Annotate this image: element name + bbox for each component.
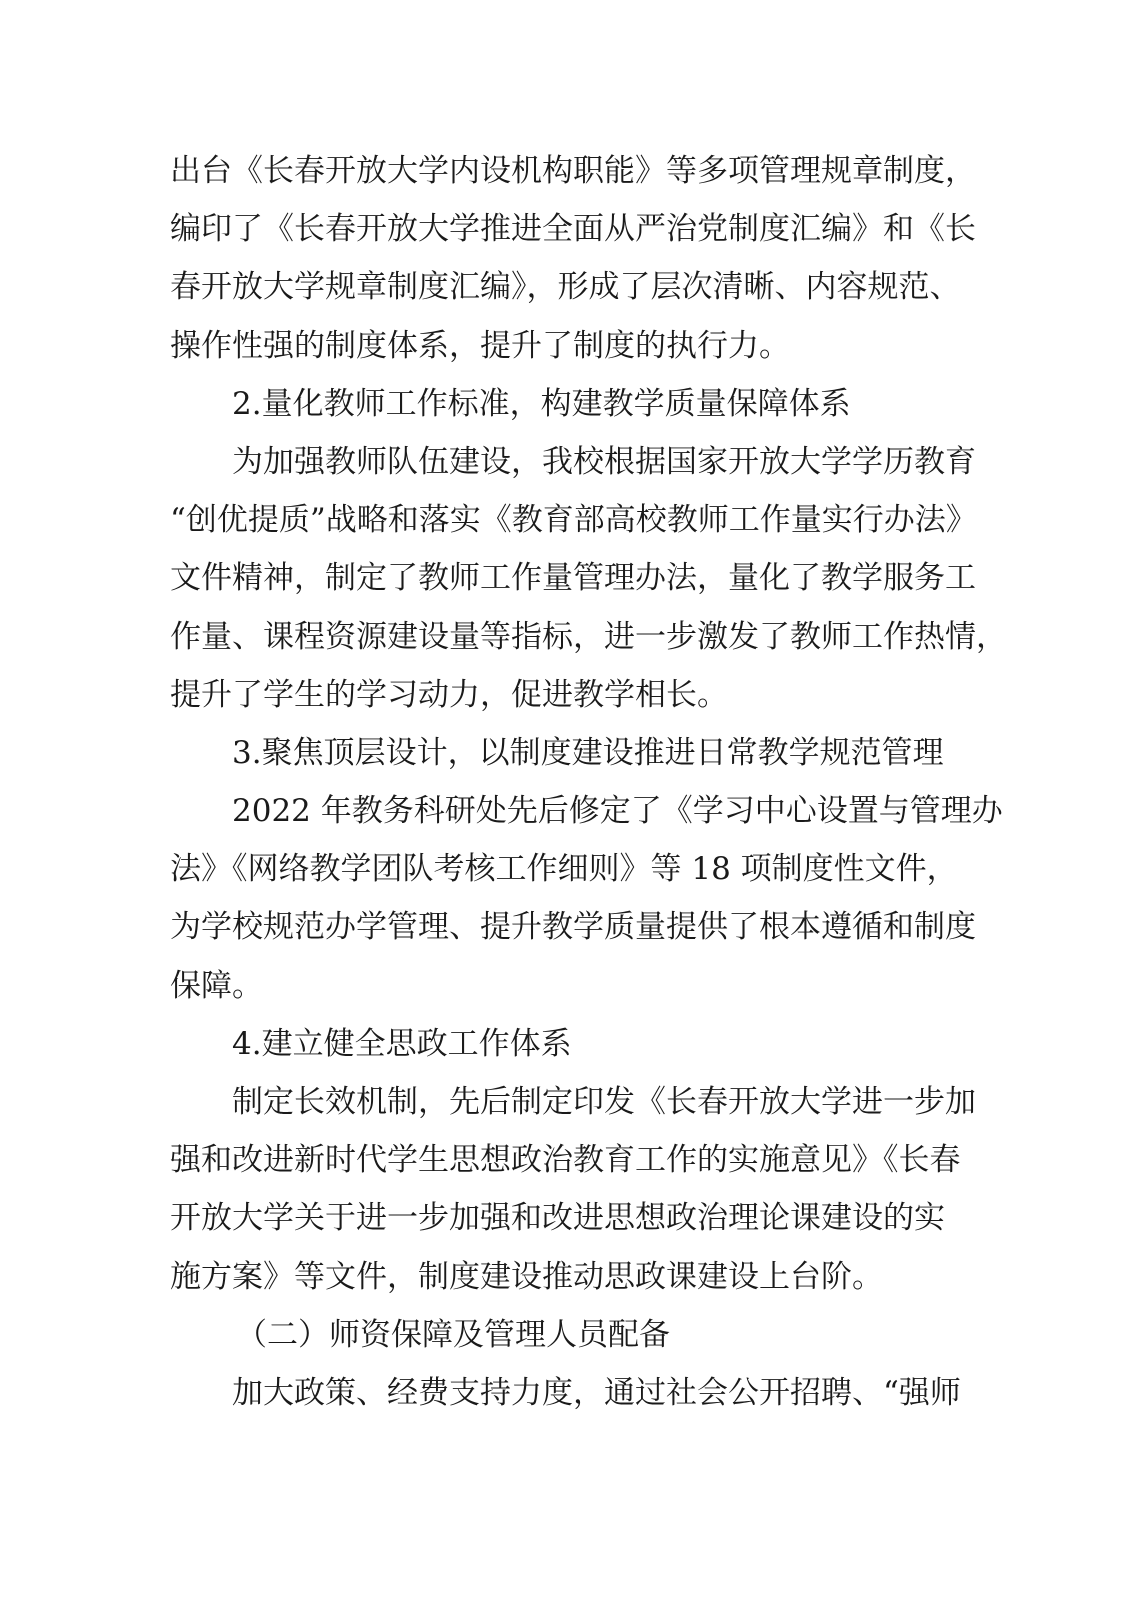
text-line-22: 加大政策、经费支持力度，通过社会公开招聘、“强师	[232, 1374, 961, 1411]
text-line-17: 制定长效机制，先后制定印发《长春开放大学进一步加	[232, 1084, 976, 1120]
text-line-2: 编印了《长春开放大学推进全面从严治党制度汇编》和《长	[170, 211, 976, 248]
text-line-15: 保障。	[170, 967, 263, 1004]
text-line-18: 强和改进新时代学生思想政治教育工作的实施意见》《长春	[170, 1142, 961, 1179]
text-line-19: 开放大学关于进一步加强和改进思想政治理论课建设的实	[170, 1200, 945, 1237]
section-heading-3: 3.聚焦顶层设计，以制度建设推进日常教学规范管理	[232, 734, 944, 771]
text-line-1: 出台《长春开放大学内设机构职能》等多项管理规章制度，	[170, 153, 976, 189]
text-line-10: 提升了学生的学习动力，促进教学相长。	[170, 676, 728, 713]
text-line-12: 2022 年教务科研处先后修定了《学习中心设置与管理办	[232, 793, 1003, 830]
text-line-13: 法》《网络教学团队考核工作细则》等 18 项制度性文件，	[170, 851, 958, 888]
text-line-7: “创优提质”战略和落实《教育部高校教师工作量实行办法》	[170, 502, 977, 539]
text-line-9: 作量、课程资源建设量等指标，进一步激发了教师工作热情，	[170, 618, 1007, 655]
section-heading-4: 4.建立健全思政工作体系	[232, 1025, 572, 1062]
text-line-4: 操作性强的制度体系，提升了制度的执行力。	[170, 327, 790, 364]
text-line-3: 春开放大学规章制度汇编》，形成了层次清晰、内容规范、	[170, 269, 961, 306]
text-line-14: 为学校规范办学管理、提升教学质量提供了根本遵循和制度	[170, 909, 976, 946]
document-body	[170, 142, 1007, 1422]
section-heading-part-2: （二）师资保障及管理人员配备	[236, 1316, 670, 1353]
section-heading-2: 2.量化教师工作标准，构建教学质量保障体系	[232, 385, 851, 422]
text-line-6: 为加强教师队伍建设，我校根据国家开放大学学历教育	[232, 443, 976, 480]
text-line-8: 文件精神，制定了教师工作量管理办法，量化了教学服务工	[170, 560, 976, 597]
text-line-20: 施方案》等文件，制度建设推动思政课建设上台阶。	[170, 1258, 883, 1295]
